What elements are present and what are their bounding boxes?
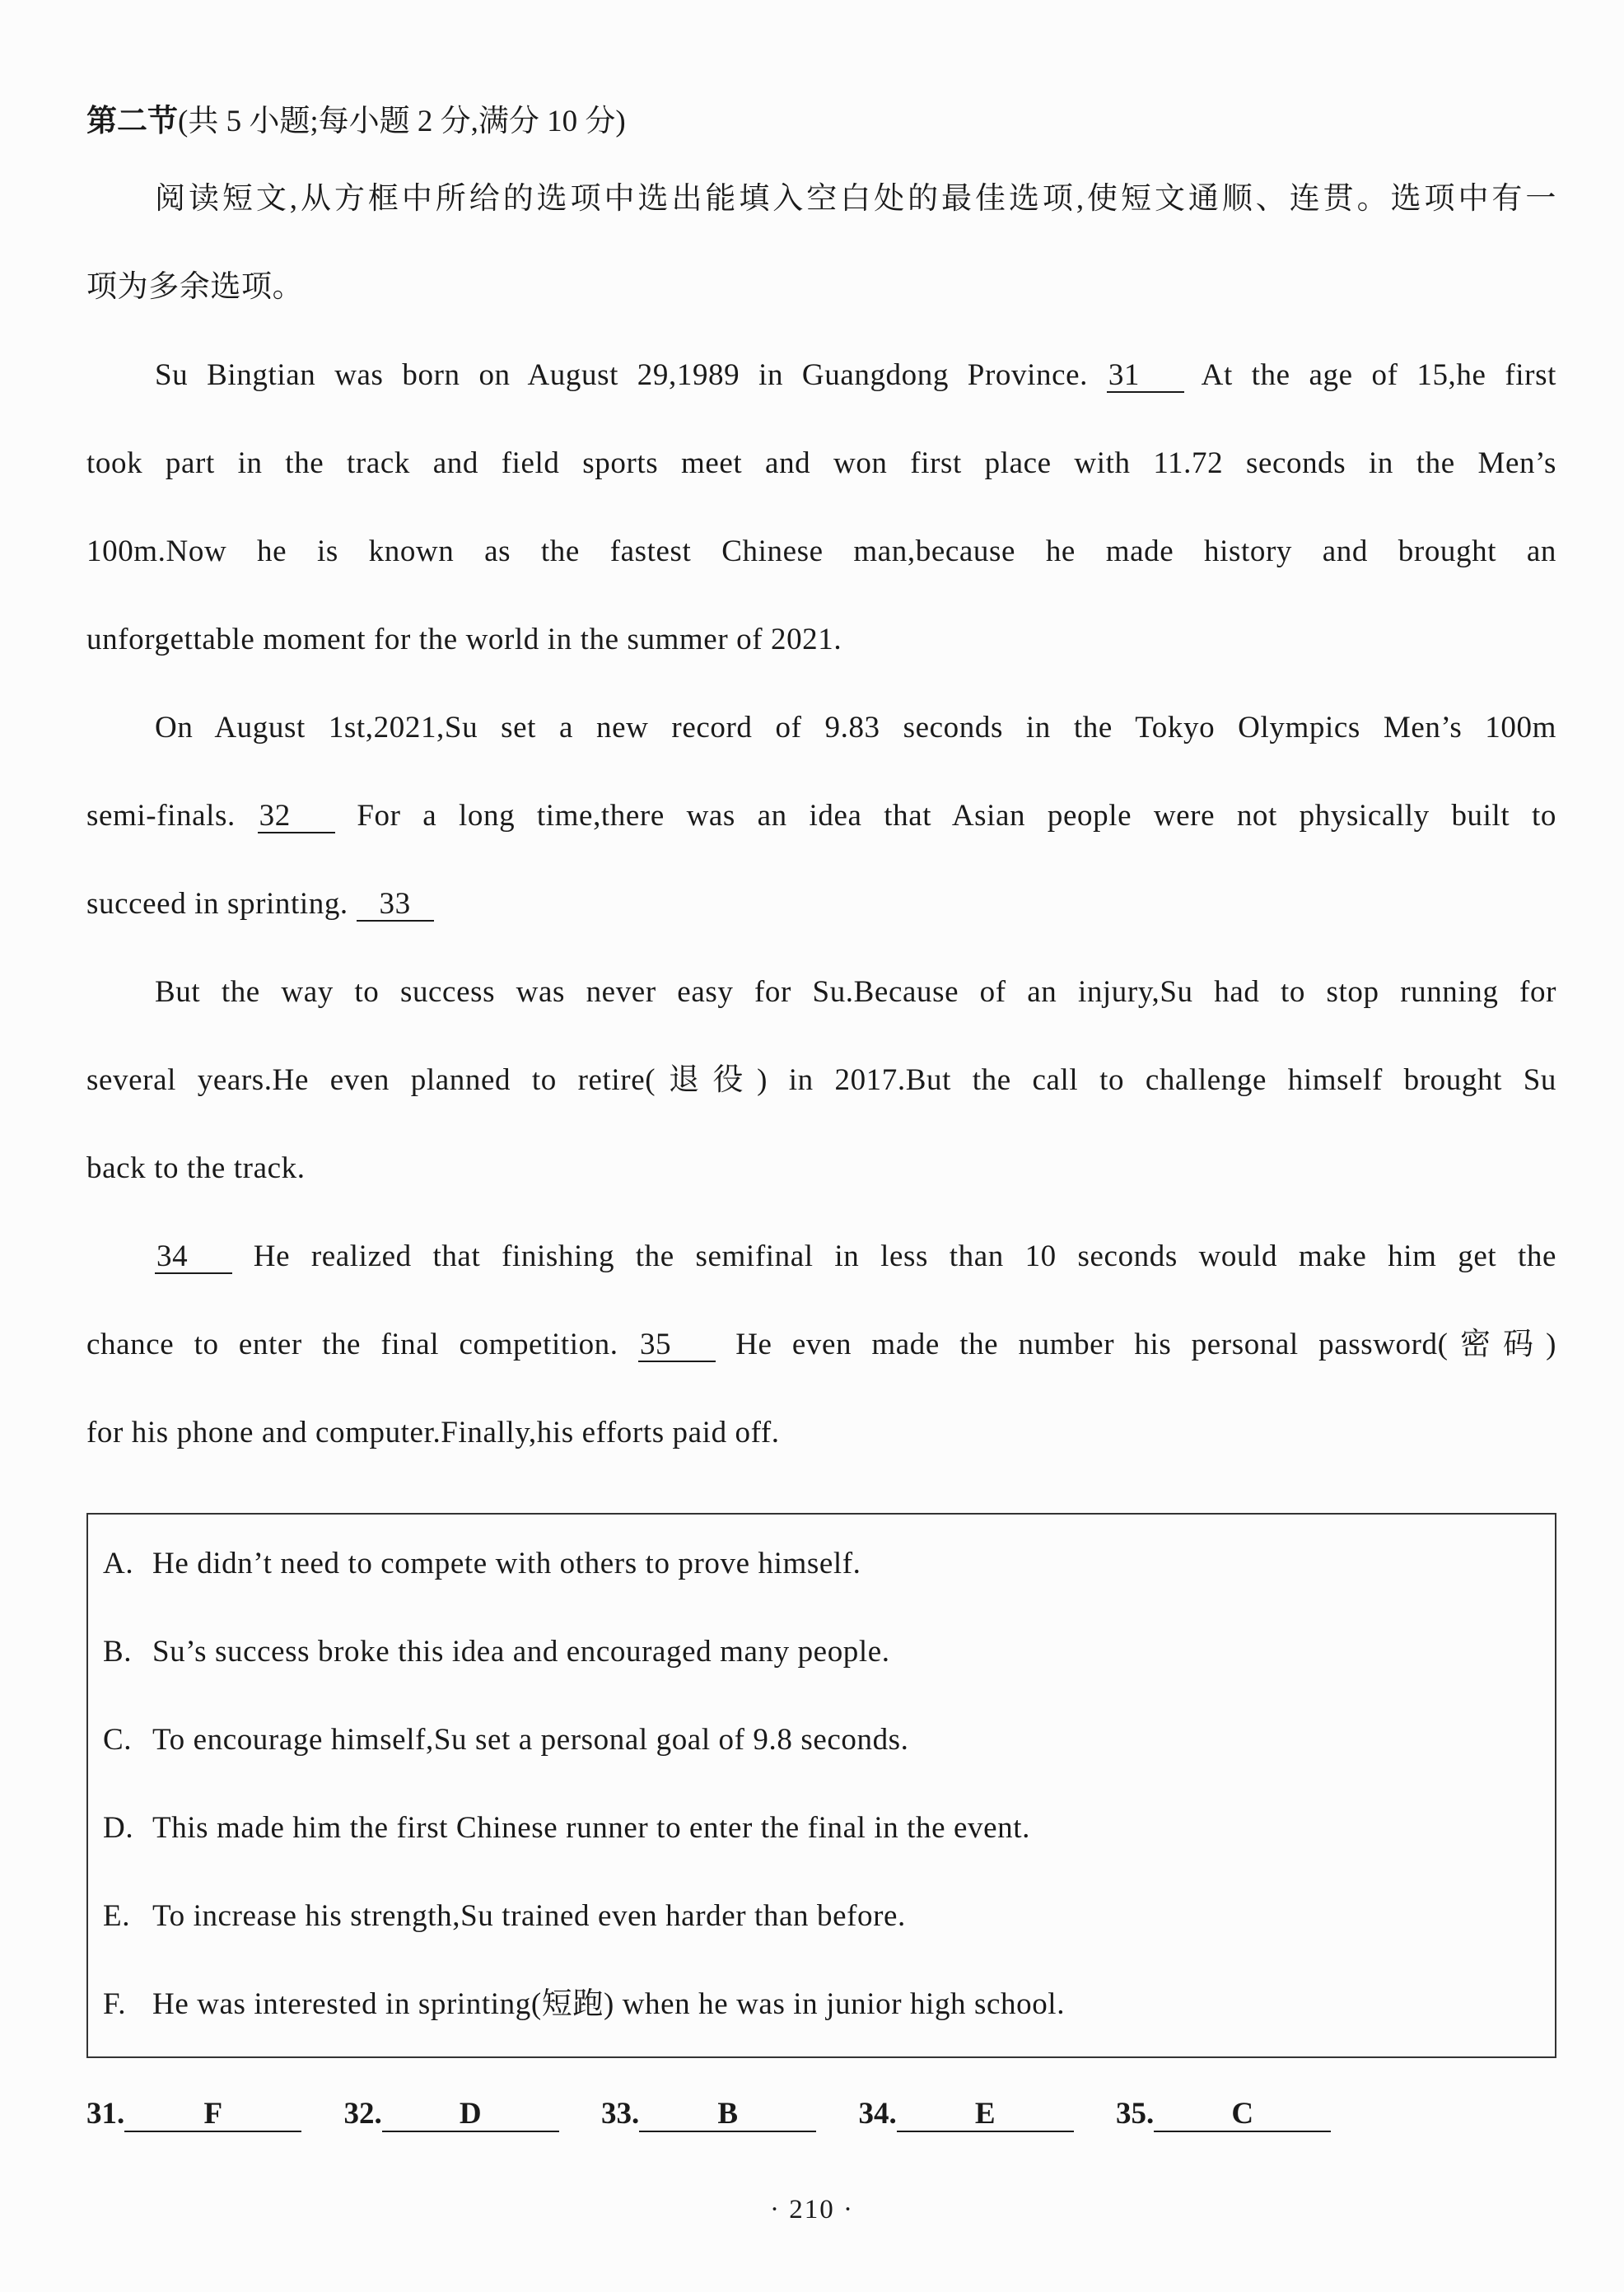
option-text: Su’s success broke this idea and encouraged many people. bbox=[152, 1635, 890, 1669]
answer-value: C bbox=[1154, 2098, 1331, 2132]
option-letter: A. bbox=[103, 1547, 134, 1580]
option-text: He didn’t need to compete with others to prove himself. bbox=[152, 1547, 861, 1580]
p4-text-a: He realized that finishing the semifinal in less than 10 seconds would make him get the bbox=[253, 1239, 1556, 1273]
instructions-line-1: 阅读短文,从方框中所给的选项中选出能填入空白处的最佳选项,使短文通顺、连贯。选项中有一 bbox=[155, 182, 1556, 216]
answer-number: 35. bbox=[1116, 2097, 1155, 2131]
answer-33 bbox=[601, 2089, 816, 2139]
section-title bbox=[86, 89, 1556, 155]
answer-value: B bbox=[639, 2098, 816, 2132]
option-text: To encourage himself,Su set a personal goal of 9.8 seconds. bbox=[152, 1723, 909, 1757]
options-box bbox=[86, 1513, 1556, 2058]
section-title-bold: 第二节 bbox=[86, 105, 178, 138]
answer-value: F bbox=[124, 2098, 301, 2132]
p2-text-c: succeed in sprinting. bbox=[86, 887, 348, 921]
p2-text-a: semi-finals. bbox=[86, 799, 236, 833]
option-letter: F. bbox=[103, 1987, 127, 2021]
passage-p3-line-3: back to the track. bbox=[86, 1151, 306, 1185]
option-f bbox=[103, 1960, 1540, 2048]
blank-32: 32 bbox=[258, 801, 335, 833]
p4-text-b: chance to enter the final competition. bbox=[86, 1328, 618, 1361]
passage-p4-line-3: for his phone and computer.Finally,his efforts paid off. bbox=[86, 1416, 780, 1449]
passage-p2-line-3 bbox=[86, 860, 1556, 948]
blank-31: 31 bbox=[1107, 360, 1184, 393]
passage-p1-line-3: 100m.Now he is known as the fastest Chinese man,because he made history and brought an bbox=[86, 534, 1556, 568]
option-text: To increase his strength,Su trained even harder than before. bbox=[152, 1899, 906, 1933]
instructions-line-2: 项为多余选项。 bbox=[86, 270, 304, 304]
option-letter: B. bbox=[103, 1635, 133, 1669]
answer-number: 33. bbox=[601, 2097, 640, 2131]
answer-number: 34. bbox=[858, 2097, 897, 2131]
passage-p2-line-2 bbox=[86, 772, 1556, 860]
answer-34 bbox=[859, 2089, 1074, 2139]
answer-value: D bbox=[382, 2098, 559, 2132]
passage-p1-line-1 bbox=[86, 331, 1556, 419]
answer-32 bbox=[344, 2089, 559, 2139]
page-number: · 210 · bbox=[770, 2195, 854, 2224]
answer-number: 31. bbox=[86, 2097, 125, 2131]
blank-33: 33 bbox=[357, 889, 434, 922]
option-d bbox=[103, 1784, 1540, 1872]
option-text: He was interested in sprinting(短跑) when he was in junior high school. bbox=[152, 1987, 1066, 2021]
p1-text-a: Su Bingtian was born on August 29,1989 in Guangdong Province. bbox=[155, 358, 1088, 392]
p4-text-c: He even made the number his personal password(密码) bbox=[735, 1328, 1556, 1361]
answer-number: 32. bbox=[343, 2097, 382, 2131]
option-c bbox=[103, 1696, 1540, 1784]
option-b bbox=[103, 1608, 1540, 1696]
answer-value: E bbox=[897, 2098, 1074, 2132]
passage-p2-line-1: On August 1st,2021,Su set a new record of 9.83 seconds in the Tokyo Olympics Men’s 100m bbox=[155, 711, 1556, 745]
section-title-rest: (共 5 小题;每小题 2 分,满分 10 分) bbox=[178, 105, 626, 138]
answer-35 bbox=[1116, 2089, 1331, 2139]
passage-p1-line-4: unforgettable moment for the world in the summer of 2021. bbox=[86, 623, 842, 656]
option-a bbox=[103, 1519, 1540, 1608]
p1-text-b: At the age of 15,he first bbox=[1201, 358, 1556, 392]
exam-page bbox=[86, 89, 1556, 2139]
option-letter: D. bbox=[103, 1811, 134, 1845]
option-text: This made him the first Chinese runner to enter the final in the event. bbox=[152, 1811, 1030, 1845]
blank-35: 35 bbox=[638, 1329, 716, 1362]
passage-p1-line-2: took part in the track and field sports meet and won first place with 11.72 seconds in the Men’s bbox=[86, 446, 1556, 480]
option-e bbox=[103, 1872, 1540, 1960]
blank-34: 34 bbox=[155, 1241, 232, 1274]
p2-text-b: For a long time,there was an idea that Asian people were not physically built to bbox=[357, 799, 1556, 833]
option-letter: C. bbox=[103, 1723, 133, 1757]
passage-p4-line-1 bbox=[86, 1212, 1556, 1300]
passage-p4-line-2 bbox=[86, 1300, 1556, 1389]
passage-p3-line-2: several years.He even planned to retire(退役) in 2017.But the call to challenge himself brought Su bbox=[86, 1063, 1556, 1097]
answer-row bbox=[86, 2089, 1556, 2139]
answer-31 bbox=[86, 2089, 301, 2139]
passage-p3-line-1: But the way to success was never easy for Su.Because of an injury,Su had to stop running for bbox=[155, 975, 1556, 1009]
option-letter: E. bbox=[103, 1899, 131, 1933]
